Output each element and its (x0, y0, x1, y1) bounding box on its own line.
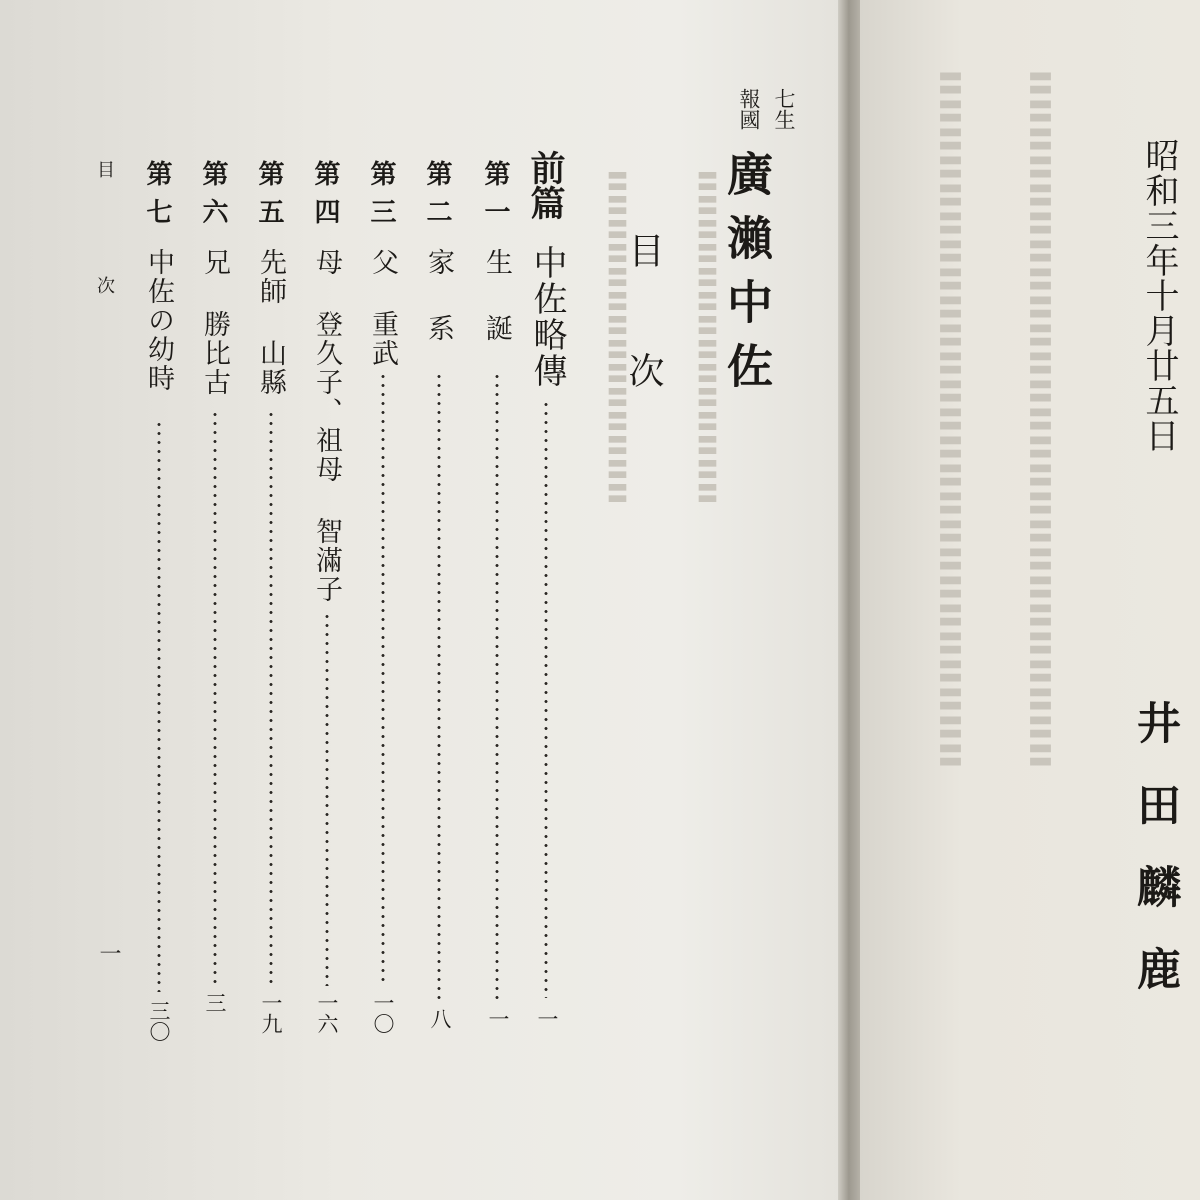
chapter-title: 家 系 (423, 248, 454, 347)
chapter-title: 母 登久子、祖母 智滿子 (311, 248, 342, 604)
part-page-number: 一 (535, 1008, 559, 1029)
show-through-right: 〓〓〓〓〓〓〓〓〓〓〓〓〓〓〓〓〓〓〓〓〓〓〓〓〓 (933, 70, 963, 770)
chapter-number: 第三 (366, 160, 396, 236)
show-through-left-2: 〓〓〓〓〓〓〓〓〓〓〓〓〓〓 (693, 170, 718, 506)
chapter-title: 兄 勝比古 (199, 248, 230, 397)
leader-dots (381, 372, 385, 982)
chapter-page-number: 三〇 (147, 1000, 171, 1042)
chapter-page-number: 三 (203, 992, 227, 1013)
chapter-page-number: 八 (428, 1008, 452, 1029)
chapter-number: 第七 (142, 160, 172, 236)
leader-dots (157, 420, 161, 992)
colophon-date: 昭和三年十月廿五日 (1139, 138, 1179, 453)
part-title: 中佐略傳 (527, 245, 567, 389)
chapter-page-number: 一六 (315, 992, 339, 1034)
chapter-page-number: 一 (486, 1008, 510, 1029)
chapter-number: 第二 (422, 160, 452, 236)
colophon-author: 井田麟鹿 (1129, 700, 1180, 1028)
leader-dots (213, 410, 217, 986)
chapter-number: 第六 (198, 160, 228, 236)
part-label: 前篇 (525, 150, 566, 220)
chapter-number: 第四 (310, 160, 340, 236)
toc-heading: 目 次 (623, 232, 664, 412)
book-title: 廣瀨中佐 (720, 150, 774, 406)
show-through-right-2: 〓〓〓〓〓〓〓〓〓〓〓〓〓〓〓〓〓〓〓〓〓〓〓〓〓 (1023, 70, 1053, 770)
leader-dots (495, 372, 499, 1000)
running-head: 目 次 (94, 160, 115, 334)
chapter-page-number: 一九 (259, 992, 283, 1034)
chapter-title: 父 重武 (367, 248, 398, 368)
part-leader-dots (544, 400, 548, 998)
leader-dots (269, 410, 273, 986)
leader-dots (325, 612, 329, 986)
chapter-title: 先師 山縣 (255, 248, 286, 397)
series-label-line2: 報國 (737, 88, 761, 130)
chapter-title: 生 誕 (481, 248, 512, 347)
chapter-number: 第五 (254, 160, 284, 236)
chapter-number: 第一 (480, 160, 510, 236)
chapter-title: 中佐の幼時 (143, 248, 174, 393)
series-label-line1: 七生 (772, 88, 796, 130)
book-gutter (838, 0, 862, 1200)
leader-dots (437, 372, 441, 1000)
folio: 一 (96, 942, 121, 964)
chapter-page-number: 一〇 (371, 992, 395, 1034)
show-through-left: 〓〓〓〓〓〓〓〓〓〓〓〓〓〓 (603, 170, 628, 506)
